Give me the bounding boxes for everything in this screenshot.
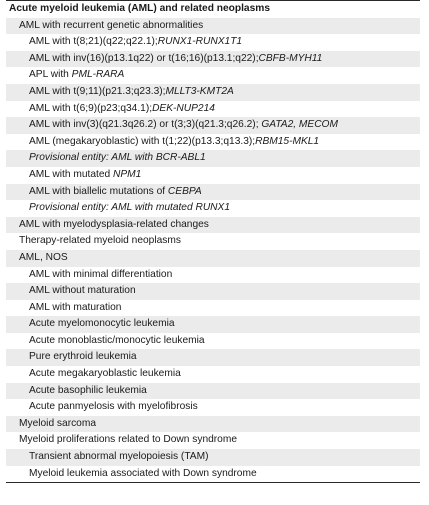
row-text: Myeloid proliferations related to Down syndrome xyxy=(19,434,238,446)
entity-row xyxy=(6,316,420,333)
row-text: AML with recurrent genetic abnormalities xyxy=(19,19,204,31)
table-body xyxy=(6,1,420,482)
italic-text: DEK-NUP214 xyxy=(152,102,215,114)
italic-text: CEBPA xyxy=(167,185,202,197)
italic-text: RUNX1-RUNX1T1 xyxy=(157,36,243,48)
entity-row xyxy=(6,366,420,383)
entity-row xyxy=(6,84,420,101)
italic-text: NPM1 xyxy=(113,168,142,180)
entity-row xyxy=(6,184,420,201)
entity-row xyxy=(6,449,420,466)
entity-row xyxy=(6,101,420,118)
entity-row xyxy=(6,383,420,400)
table-bottom-rule xyxy=(6,482,420,483)
classification-table xyxy=(6,0,420,483)
row-text: Myeloid sarcoma xyxy=(19,417,96,429)
italic-text: PML-RARA xyxy=(71,69,125,81)
entity-row xyxy=(6,51,420,68)
row-text: Pure erythroid leukemia xyxy=(29,351,137,363)
category-row xyxy=(6,432,420,449)
category-row xyxy=(6,233,420,250)
row-text: Acute panmyelosis with myelofibrosis xyxy=(29,401,198,413)
category-row xyxy=(6,18,420,35)
row-text: Therapy-related myeloid neoplasms xyxy=(19,235,181,247)
row-text: Transient abnormal myelopoiesis (TAM) xyxy=(29,451,209,463)
category-row xyxy=(6,416,420,433)
row-text: APL with xyxy=(29,69,72,81)
entity-row xyxy=(6,399,420,416)
row-text: AML with t(8;21)(q22;q22.1); xyxy=(29,36,158,48)
row-text: Myeloid leukemia associated with Down syndrome xyxy=(29,467,257,479)
entity-row xyxy=(6,466,420,483)
row-text: Acute monoblastic/monocytic leukemia xyxy=(29,334,205,346)
table-heading-row xyxy=(6,1,420,18)
entity-row xyxy=(6,134,420,151)
entity-row xyxy=(6,117,420,134)
row-text: AML with myelodysplasia-related changes xyxy=(19,218,209,230)
row-text: AML with minimal differentiation xyxy=(29,268,173,280)
italic-text: RBM15-MKL1 xyxy=(255,135,320,147)
row-text: Acute myelomonocytic leukemia xyxy=(29,318,175,330)
entity-row xyxy=(6,349,420,366)
entity-row xyxy=(6,200,420,217)
italic-text: Provisional entity: AML with BCR-ABL1 xyxy=(29,152,206,164)
category-row xyxy=(6,217,420,234)
entity-row xyxy=(6,167,420,184)
italic-text: CBFB-MYH11 xyxy=(258,52,323,64)
row-text: AML with biallelic mutations of xyxy=(29,185,168,197)
entity-row xyxy=(6,34,420,51)
entity-row xyxy=(6,67,420,84)
row-text: AML without maturation xyxy=(29,285,136,297)
row-text: AML (megakaryoblastic) with t(1;22)(p13.3;q13.3); xyxy=(29,135,256,147)
category-row xyxy=(6,250,420,267)
entity-row xyxy=(6,300,420,317)
row-text: AML with mutated xyxy=(29,168,113,180)
row-text: Acute megakaryoblastic leukemia xyxy=(29,368,181,380)
entity-row xyxy=(6,333,420,350)
italic-text: GATA2, MECOM xyxy=(261,119,338,131)
entity-row xyxy=(6,150,420,167)
row-text: AML with t(6;9)(p23;q34.1); xyxy=(29,102,153,114)
italic-text: Provisional entity: AML with mutated RUNX1 xyxy=(29,202,231,214)
row-text: AML with inv(3)(q21.3q26.2) or t(3;3)(q21.3;q26.2); xyxy=(29,119,262,131)
row-text: AML with maturation xyxy=(29,301,122,313)
entity-row xyxy=(6,283,420,300)
italic-text: MLLT3-KMT2A xyxy=(165,85,234,97)
row-text: AML with t(9;11)(p21.3;q23.3); xyxy=(29,85,166,97)
row-text: Acute basophilic leukemia xyxy=(29,384,147,396)
row-text: Acute myeloid leukemia (AML) and related neoplasms xyxy=(9,3,270,14)
entity-row xyxy=(6,267,420,284)
row-text: AML, NOS xyxy=(19,251,68,263)
row-text: AML with inv(16)(p13.1q22) or t(16;16)(p13.1;q22); xyxy=(29,52,259,64)
